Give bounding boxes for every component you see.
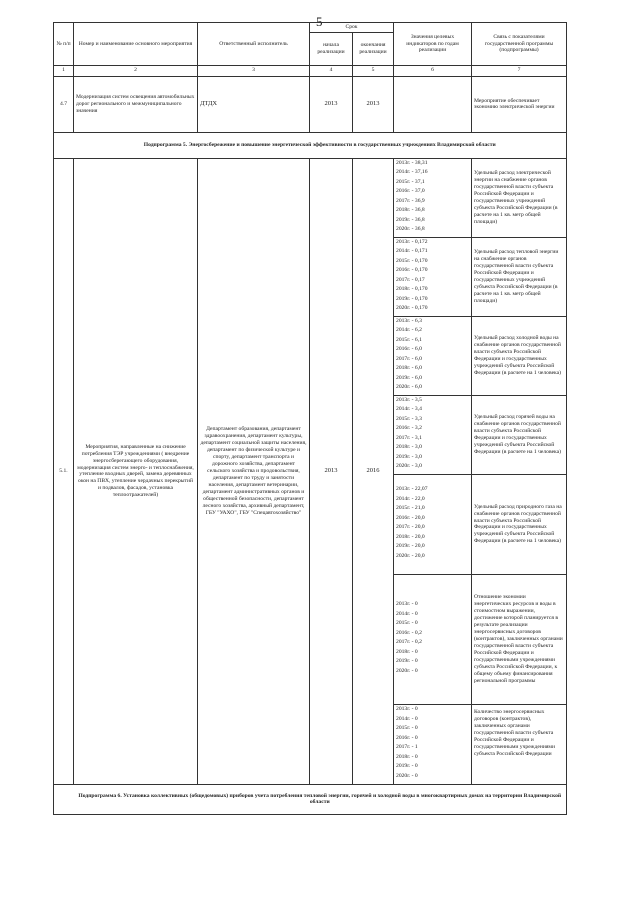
indicator-link-2: Удельный расход тепловой энергии на снабжение органов государственной власти субъекта Российской Федерации и государственных учреждений субъекта Российской Федерации (в расчете на 1 кв. метр общей площади) xyxy=(472,237,567,316)
indicator-values-3: 2013г. - 6,3 2014г. - 6,2 2015г. - 6,1 2016г. - 6,0 2017г. - 6,0 2018г. - 6,0 2019г. - 6,0 2020г. - 6,0 xyxy=(394,316,472,395)
indicator-link-7: Количество энергосервисных договоров (контрактов), заключенных органами государственной власти субъекта Российской Федерации и государственными учреждениями субъекта Российской Федерации xyxy=(472,704,567,784)
row-5-1-start: 2013 xyxy=(310,158,353,784)
measures-table xyxy=(53,22,567,815)
row-4-7-num: 4.7 xyxy=(54,76,74,132)
indicator-values-6: 2013г. - 0 2014г. - 0 2015г. - 0 2016г. - 0,2 2017г. - 0,2 2018г. - 0 2019г. - 0 2020г. - 0 xyxy=(394,574,472,704)
col-number: 1 xyxy=(54,65,74,76)
row-4-7-link: Мероприятие обеспечивает экономию электрической энергии xyxy=(472,76,567,132)
header-indicators: Значения целевых индикаторов по годам реализации xyxy=(394,23,472,66)
row-5-1-name: Мероприятия, направленные на снижение потребления ТЭР учреждениями ( внедрение энергосберегающего оборудования, модернизация систем энерго- и теплоснабжения, утепление входных дверей, замена деревянных окон на ПВХ, утепление чердачных перекрытий и подвалов, фасадов, установка теплоотражателей) xyxy=(74,158,198,784)
indicator-values-4: 2013г. - 3,5 2014г. - 3,4 2015г. - 3,3 2016г. - 3,2 2017г. - 3,1 2018г. - 3,0 2019г. - 3,0 2020г. - 3,0 xyxy=(394,395,472,474)
indicator-link-3: Удельный расход холодной воды на снабжение органов государственной власти субъекта Российской Федерации и государственных учреждений субъекта Российской Федерации (в расчете на 1 человека) xyxy=(472,316,567,395)
row-4-7-indicators xyxy=(394,76,472,132)
row-5-1-executor: Департамент образования, департамент здравоохранения, департамент культуры, департамент социальной защиты населения, департамент по физической культуре и спорту, департамент транспорта и дорожного хозяйства, департамент сельского хозяйства и продовольствия, департамент по труду и занятости населения, департамент ветеринарии, департамент административных органов и общественной безопасности, департамент лесного хозяйства, архивный департамент, ГБУ "УАХО", ГБУ "Спецавтохозяйство" xyxy=(198,158,310,784)
header-term: Срок xyxy=(310,23,394,33)
subprogram-5-title: Подпрограмма 5. Энергосбережение и повышение энергетической эффективности в государственных учреждениях Владимирской области xyxy=(74,132,567,158)
col-number: 7 xyxy=(472,65,567,76)
indicator-link-6: Отношение экономии энергетических ресурсов и воды в стоимостном выражении, достижение которой планируется в результате реализации энергосервисных договоров (контрактов), заключенных органами государственной власти субъекта Российской Федерации и государственными учреждениями субъекта Российской Федерации, к общему объему финансирования региональной программы xyxy=(472,574,567,704)
row-4-7-name: Модернизация систем освещения автомобильных дорог регионального и межмуниципального значения xyxy=(74,76,198,132)
header-executor: Ответственный исполнитель xyxy=(198,23,310,66)
header-term-start: начала реализации xyxy=(310,32,353,65)
row-4-7-start: 2013 xyxy=(310,76,353,132)
col-number: 6 xyxy=(394,65,472,76)
col-number: 4 xyxy=(310,65,353,76)
table-row xyxy=(54,158,567,237)
col-number: 5 xyxy=(353,65,394,76)
indicator-values-5: 2013г. - 22,07 2014г. - 22,0 2015г. - 21,0 2016г. - 20,0 2017г. - 20,0 2018г. - 20,0 2019г. - 20,0 2020г. - 20,0 xyxy=(394,474,472,574)
indicator-link-4: Удельный расход горячей воды на снабжение органов государственной власти субъекта Российской Федерации и государственных учреждений субъекта Российской Федерации (в расчете на 1 человека) xyxy=(472,395,567,474)
table-row xyxy=(54,76,567,132)
indicator-link-5: Удельный расход природного газа на снабжение органов государственной власти субъекта Российской Федерации и государственных учреждений субъекта Российской Федерации (в расчете на 1 человека) xyxy=(472,474,567,574)
row-4-7-executor: ДТДХ xyxy=(198,76,310,132)
page-number: 5 xyxy=(316,14,323,29)
header-link: Связь с показателями государственной программы (подпрограммы) xyxy=(472,23,567,66)
row-5-1-end: 2016 xyxy=(353,158,394,784)
header-measure: Номер и наименование основного мероприятия xyxy=(74,23,198,66)
col-number: 3 xyxy=(198,65,310,76)
indicator-values-2: 2013г. - 0,172 2014г. - 0,171 2015г. - 0,170 2016г. - 0,170 2017г. - 0,17 2018г. - 0,170 2019г. - 0,170 2020г. - 0,170 xyxy=(394,237,472,316)
row-4-7-end: 2013 xyxy=(353,76,394,132)
header-term-end: окончания реализации xyxy=(353,32,394,65)
col-number: 2 xyxy=(74,65,198,76)
indicator-values-1: 2013г. - 38,31 2014г. - 37,16 2015г. - 37,1 2016г. - 37,0 2017г. - 36,9 2018г. - 36,8 2019г. - 36,8 2020г. - 36,8 xyxy=(394,158,472,237)
row-5-1-num: 5.1. xyxy=(54,158,74,784)
header-num: № п/п xyxy=(54,23,74,66)
indicator-values-7: 2013г. - 0 2014г. - 0 2015г. - 0 2016г. - 0 2017г. - 1 2018г. - 0 2019г. - 0 2020г. - 0 xyxy=(394,704,472,784)
subprogram-6-title: Подпрограмма 6. Установка коллективных (общедомовых) приборов учета потребления тепловой энергии, горячей и холодной воды в многоквартирных домах на территории Владимирской области xyxy=(74,784,567,814)
indicator-link-1: Удельный расход электрической энергии на снабжение органов государственной власти субъекта Российской Федерации и государственных учреждений субъекта Российской Федерации (в расчете на 1 кв. метр общей площади) xyxy=(472,158,567,237)
